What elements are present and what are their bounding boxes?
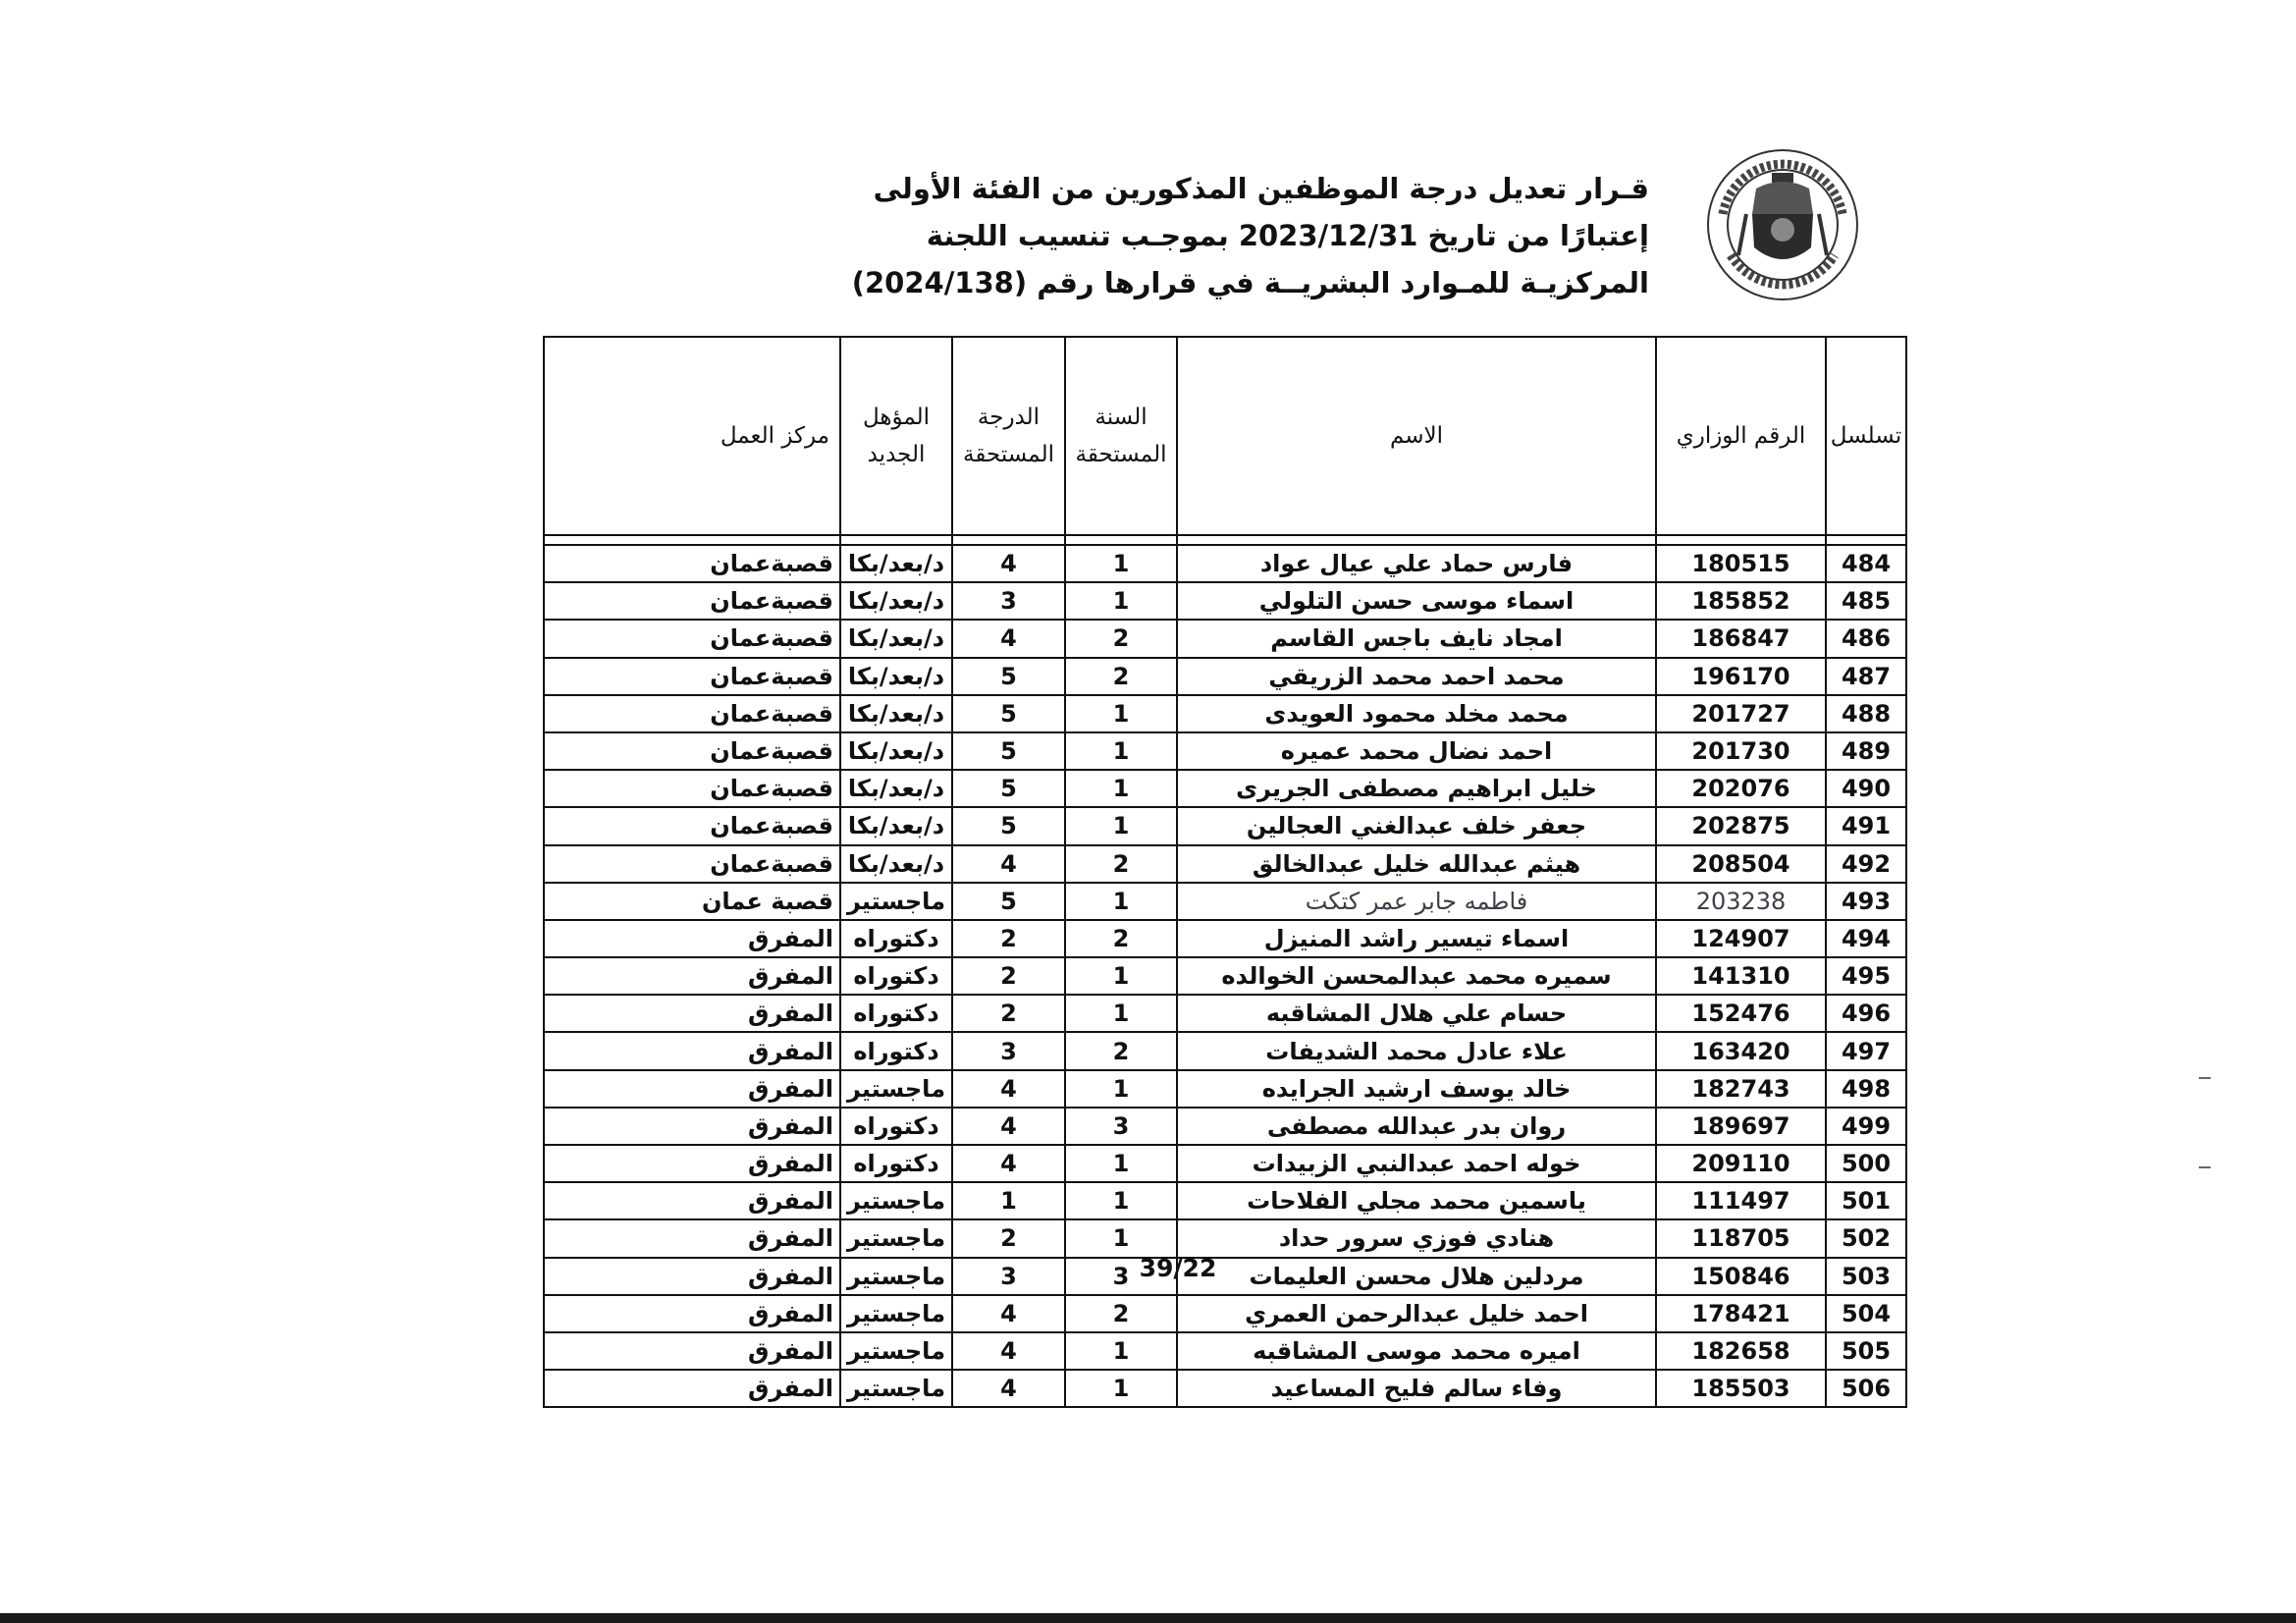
serial-cell: 504 — [1826, 1295, 1906, 1332]
due-year-cell: 3 — [1065, 1108, 1177, 1145]
table-row — [544, 1295, 1906, 1332]
margin-mark — [2199, 1077, 2211, 1079]
employee-name-cell: خالد يوسف ارشيد الجرايده — [1177, 1070, 1656, 1108]
serial-cell: 497 — [1826, 1032, 1906, 1069]
work-center-cell: المفرق — [544, 995, 840, 1032]
due-grade-cell: 4 — [952, 1108, 1065, 1145]
serial-cell: 486 — [1826, 620, 1906, 657]
due-grade-cell: 5 — [952, 695, 1065, 732]
work-center-cell: المفرق — [544, 1145, 840, 1182]
due-year-cell: 1 — [1065, 732, 1177, 770]
column-header-line: المستحقة — [963, 442, 1054, 467]
due-year-cell: 1 — [1065, 770, 1177, 807]
work-center-cell: المفرق — [544, 1295, 840, 1332]
serial-cell: 501 — [1826, 1182, 1906, 1219]
due-grade-cell: 4 — [952, 1332, 1065, 1370]
serial-cell: 485 — [1826, 582, 1906, 620]
due-grade-cell: 3 — [952, 1032, 1065, 1069]
serial-cell: 492 — [1826, 845, 1906, 883]
employee-name-cell: هيثم عبدالله خليل عبدالخالق — [1177, 845, 1656, 883]
due-grade-cell: 4 — [952, 1370, 1065, 1407]
title-line-1: قـرار تعديل درجة الموظفين المذكورين من الفئة الأولى — [873, 172, 1649, 205]
table-row — [544, 770, 1906, 807]
table-row — [544, 658, 1906, 695]
employee-name-cell: امجاد نايف باجس القاسم — [1177, 620, 1656, 657]
title-line-3: المركزيـة للمـوارد البشريــة في قرارها رقم (2024/138) — [851, 266, 1649, 299]
employee-name-cell: جعفر خلف عبدالغني العجالين — [1177, 807, 1656, 844]
due-grade-cell: 2 — [952, 920, 1065, 957]
work-center-cell: المفرق — [544, 1258, 840, 1295]
due-year-cell: 2 — [1065, 845, 1177, 883]
employee-name-cell: محمد مخلد محمود العويدى — [1177, 695, 1656, 732]
due-year-cell: 2 — [1065, 920, 1177, 957]
due-grade-cell: 5 — [952, 807, 1065, 844]
ministry-number-cell: 196170 — [1656, 658, 1826, 695]
due-grade-cell: 3 — [952, 1258, 1065, 1295]
ministry-number-cell: 163420 — [1656, 1032, 1826, 1069]
qualification-cell: ماجستير — [840, 1070, 952, 1108]
due-year-cell: 1 — [1065, 1219, 1177, 1257]
serial-cell: 493 — [1826, 883, 1906, 920]
ministry-number-cell: 186847 — [1656, 620, 1826, 657]
qualification-cell: د/بعد/بكا — [840, 545, 952, 582]
work-center-cell: قصبة عمان — [544, 883, 840, 920]
work-center-cell: قصبةعمان — [544, 732, 840, 770]
qualification-cell: ماجستير — [840, 1258, 952, 1295]
employee-name-cell: اسماء تيسير راشد المنيزل — [1177, 920, 1656, 957]
table-row — [544, 1070, 1906, 1108]
qualification-cell: دكتوراه — [840, 995, 952, 1032]
table-row — [544, 1219, 1906, 1257]
due-year-cell: 2 — [1065, 620, 1177, 657]
title-line-2: إعتبارًا من تاريخ 2023/12/31 بموجـب تنسيب اللجنة — [926, 219, 1649, 252]
due-year-cell: 1 — [1065, 545, 1177, 582]
work-center-cell: قصبةعمان — [544, 582, 840, 620]
qualification-cell: ماجستير — [840, 1182, 952, 1219]
due-grade-cell: 4 — [952, 620, 1065, 657]
due-year-cell: 2 — [1065, 658, 1177, 695]
ministry-number-cell: 209110 — [1656, 1145, 1826, 1182]
serial-cell: 505 — [1826, 1332, 1906, 1370]
work-center-cell: المفرق — [544, 1070, 840, 1108]
ministry-number-cell: 201727 — [1656, 695, 1826, 732]
table-row — [544, 845, 1906, 883]
due-year-cell: 1 — [1065, 1182, 1177, 1219]
table-row — [544, 1332, 1906, 1370]
work-center-cell: المفرق — [544, 1108, 840, 1145]
ministry-number-cell: 189697 — [1656, 1108, 1826, 1145]
ministry-number-cell: 182658 — [1656, 1332, 1826, 1370]
page-number: 39/22 — [1139, 1254, 1217, 1282]
due-grade-cell: 4 — [952, 1295, 1065, 1332]
table-row — [544, 1108, 1906, 1145]
ministry-number-cell: 208504 — [1656, 845, 1826, 883]
qualification-cell: د/بعد/بكا — [840, 658, 952, 695]
due-year-cell: 2 — [1065, 1295, 1177, 1332]
column-header-line: الدرجة — [977, 405, 1041, 430]
table-row — [544, 620, 1906, 657]
column-header — [952, 337, 1065, 535]
table-row — [544, 1032, 1906, 1069]
due-year-cell: 1 — [1065, 695, 1177, 732]
qualification-cell: ماجستير — [840, 1332, 952, 1370]
ministry-number-cell: 185852 — [1656, 582, 1826, 620]
employee-name-cell: روان بدر عبدالله مصطفى — [1177, 1108, 1656, 1145]
work-center-cell: المفرق — [544, 1370, 840, 1407]
column-header-line: المؤهل — [862, 405, 931, 430]
qualification-cell: د/بعد/بكا — [840, 770, 952, 807]
ministry-number-cell: 178421 — [1656, 1295, 1826, 1332]
serial-cell: 496 — [1826, 995, 1906, 1032]
qualification-cell: دكتوراه — [840, 920, 952, 957]
due-year-cell: 1 — [1065, 1070, 1177, 1108]
column-header-line: المستحقة — [1075, 442, 1167, 467]
qualification-cell: د/بعد/بكا — [840, 582, 952, 620]
employee-name-cell: خليل ابراهيم مصطفى الجريرى — [1177, 770, 1656, 807]
table-row — [544, 957, 1906, 995]
table-row — [544, 883, 1906, 920]
due-grade-cell: 4 — [952, 845, 1065, 883]
qualification-cell: د/بعد/بكا — [840, 620, 952, 657]
due-grade-cell: 5 — [952, 883, 1065, 920]
table-row — [544, 807, 1906, 844]
work-center-cell: قصبةعمان — [544, 807, 840, 844]
ministry-number-cell: 124907 — [1656, 920, 1826, 957]
due-grade-cell: 2 — [952, 995, 1065, 1032]
due-grade-cell: 3 — [952, 582, 1065, 620]
work-center-cell: قصبةعمان — [544, 845, 840, 883]
column-header: الرقم الوزاري — [1656, 337, 1826, 535]
due-grade-cell: 4 — [952, 545, 1065, 582]
table-row — [544, 1145, 1906, 1182]
margin-mark — [2199, 1166, 2211, 1168]
qualification-cell: دكتوراه — [840, 1032, 952, 1069]
column-header — [840, 337, 952, 535]
qualification-cell: ماجستير — [840, 1370, 952, 1407]
due-grade-cell: 1 — [952, 1182, 1065, 1219]
work-center-cell: قصبةعمان — [544, 545, 840, 582]
employee-name-cell: فاطمه جابر عمر كتكت — [1177, 883, 1656, 920]
qualification-cell: ماجستير — [840, 1219, 952, 1257]
work-center-cell: قصبةعمان — [544, 770, 840, 807]
table-row — [544, 1182, 1906, 1219]
qualification-cell: ماجستير — [840, 883, 952, 920]
employee-name-cell: مردلين هلال محسن العليمات — [1177, 1258, 1656, 1295]
ministry-number-cell: 141310 — [1656, 957, 1826, 995]
employee-name-cell: ياسمين محمد مجلي الفلاحات — [1177, 1182, 1656, 1219]
employee-name-cell: خوله احمد عبدالنبي الزبيدات — [1177, 1145, 1656, 1182]
ministry-number-cell: 202875 — [1656, 807, 1826, 844]
qualification-cell: د/بعد/بكا — [840, 732, 952, 770]
qualification-cell: د/بعد/بكا — [840, 807, 952, 844]
due-grade-cell: 4 — [952, 1070, 1065, 1108]
due-year-cell: 2 — [1065, 1032, 1177, 1069]
work-center-cell: قصبةعمان — [544, 695, 840, 732]
table-row — [544, 995, 1906, 1032]
employee-name-cell: سميره محمد عبدالمحسن الخوالده — [1177, 957, 1656, 995]
ministry-number-cell: 180515 — [1656, 545, 1826, 582]
work-center-cell: المفرق — [544, 1219, 840, 1257]
due-grade-cell: 2 — [952, 957, 1065, 995]
qualification-cell: دكتوراه — [840, 957, 952, 995]
qualification-cell: دكتوراه — [840, 1108, 952, 1145]
employee-name-cell: فارس حماد علي عيال عواد — [1177, 545, 1656, 582]
employee-name-cell: وفاء سالم فليح المساعيد — [1177, 1370, 1656, 1407]
serial-cell: 503 — [1826, 1258, 1906, 1295]
header-spacer-row — [544, 535, 1906, 545]
due-year-cell: 3 — [1065, 1258, 1177, 1295]
due-year-cell: 1 — [1065, 582, 1177, 620]
due-grade-cell: 4 — [952, 1145, 1065, 1182]
ministry-number-cell: 152476 — [1656, 995, 1826, 1032]
ministry-number-cell: 150846 — [1656, 1258, 1826, 1295]
scan-edge — [0, 1613, 2296, 1623]
work-center-cell: قصبةعمان — [544, 658, 840, 695]
table-row — [544, 695, 1906, 732]
decision-title — [851, 165, 1649, 306]
work-center-cell: قصبةعمان — [544, 620, 840, 657]
employee-name-cell: اميره محمد موسى المشاقبه — [1177, 1332, 1656, 1370]
column-header: الاسم — [1177, 337, 1656, 535]
due-grade-cell: 5 — [952, 770, 1065, 807]
serial-cell: 500 — [1826, 1145, 1906, 1182]
ministry-number-cell: 203238 — [1656, 883, 1826, 920]
employee-name-cell: محمد احمد محمد الزريقي — [1177, 658, 1656, 695]
due-year-cell: 1 — [1065, 883, 1177, 920]
due-year-cell: 1 — [1065, 807, 1177, 844]
serial-cell: 491 — [1826, 807, 1906, 844]
serial-cell: 488 — [1826, 695, 1906, 732]
employee-name-cell: اسماء موسى حسن التلولي — [1177, 582, 1656, 620]
employee-name-cell: احمد نضال محمد عميره — [1177, 732, 1656, 770]
column-header-line: الجديد — [867, 442, 926, 467]
work-center-cell: المفرق — [544, 1332, 840, 1370]
serial-cell: 498 — [1826, 1070, 1906, 1108]
ministry-number-cell: 182743 — [1656, 1070, 1826, 1108]
ministry-number-cell: 201730 — [1656, 732, 1826, 770]
table-row — [544, 545, 1906, 582]
serial-cell: 487 — [1826, 658, 1906, 695]
ministry-number-cell: 111497 — [1656, 1182, 1826, 1219]
serial-cell: 502 — [1826, 1219, 1906, 1257]
work-center-cell: المفرق — [544, 1032, 840, 1069]
qualification-cell: ماجستير — [840, 1295, 952, 1332]
column-header — [1065, 337, 1177, 535]
due-year-cell: 1 — [1065, 957, 1177, 995]
due-grade-cell: 5 — [952, 732, 1065, 770]
employee-table — [543, 336, 1907, 1408]
due-grade-cell: 2 — [952, 1219, 1065, 1257]
ministry-number-cell: 202076 — [1656, 770, 1826, 807]
due-year-cell: 1 — [1065, 1370, 1177, 1407]
column-header: مركز العمل — [544, 337, 840, 535]
table-row — [544, 582, 1906, 620]
qualification-cell: د/بعد/بكا — [840, 845, 952, 883]
column-header: تسلسل — [1826, 337, 1906, 535]
serial-cell: 495 — [1826, 957, 1906, 995]
work-center-cell: المفرق — [544, 957, 840, 995]
serial-cell: 499 — [1826, 1108, 1906, 1145]
work-center-cell: المفرق — [544, 920, 840, 957]
ministry-seal-icon — [1703, 145, 1862, 304]
qualification-cell: دكتوراه — [840, 1145, 952, 1182]
serial-cell: 484 — [1826, 545, 1906, 582]
table-header-row — [544, 337, 1906, 535]
due-year-cell: 1 — [1065, 995, 1177, 1032]
table-row — [544, 732, 1906, 770]
due-year-cell: 1 — [1065, 1145, 1177, 1182]
serial-cell: 489 — [1826, 732, 1906, 770]
table-row — [544, 920, 1906, 957]
due-year-cell: 1 — [1065, 1332, 1177, 1370]
employee-name-cell: علاء عادل محمد الشديفات — [1177, 1032, 1656, 1069]
column-header-line: السنة — [1095, 405, 1148, 430]
employee-name-cell: حسام علي هلال المشاقبه — [1177, 995, 1656, 1032]
serial-cell: 506 — [1826, 1370, 1906, 1407]
employee-table-wrapper — [543, 336, 1905, 1408]
qualification-cell: د/بعد/بكا — [840, 695, 952, 732]
ministry-number-cell: 118705 — [1656, 1219, 1826, 1257]
serial-cell: 494 — [1826, 920, 1906, 957]
due-grade-cell: 5 — [952, 658, 1065, 695]
ministry-number-cell: 185503 — [1656, 1370, 1826, 1407]
table-row — [544, 1370, 1906, 1407]
serial-cell: 490 — [1826, 770, 1906, 807]
work-center-cell: المفرق — [544, 1182, 840, 1219]
employee-name-cell: هنادي فوزي سرور حداد — [1177, 1219, 1656, 1257]
employee-name-cell: احمد خليل عبدالرحمن العمري — [1177, 1295, 1656, 1332]
